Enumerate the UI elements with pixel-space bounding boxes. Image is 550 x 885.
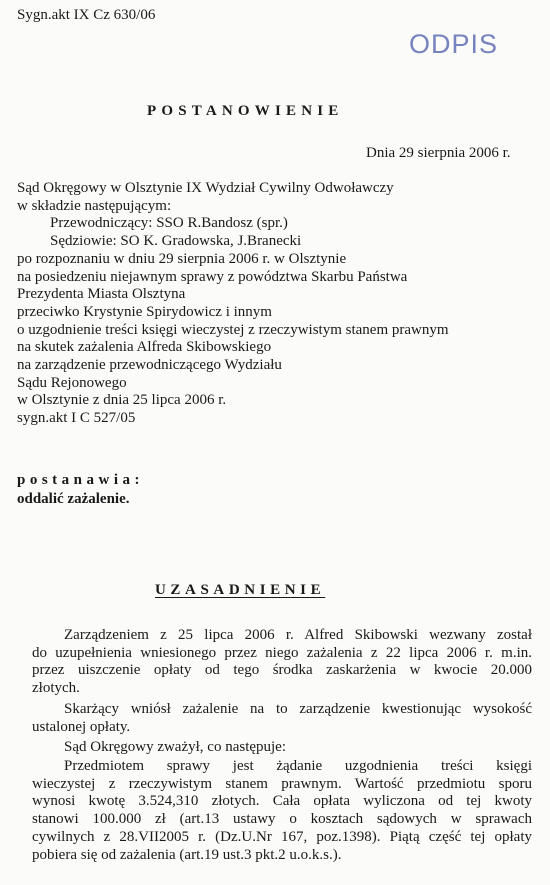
intro-line: przeciwko Krystynie Spirydowicz i innym bbox=[17, 303, 272, 320]
reasons-paragraph-3 bbox=[32, 739, 532, 757]
intro-line: w składzie następującym: bbox=[17, 197, 172, 214]
paragraph-line: wieczystej z rzeczywistym stanem prawnym. Wartość przedmiotu sporu bbox=[32, 775, 532, 792]
paragraph-line: wynosi kwotę 3.524,310 złotych. Cała opłata wyliczona od tej kwoty bbox=[32, 793, 532, 810]
ruling-heading: postanawia: bbox=[17, 472, 145, 488]
intro-line: o uzgodnienie treści księgi wieczystej z rzeczywistym stanem prawnym bbox=[17, 321, 449, 338]
paragraph-line: ustalonej opłaty. bbox=[32, 718, 131, 735]
intro-line: Przewodniczący: SSO R.Bandosz (spr.) bbox=[50, 215, 288, 232]
paragraph-line: Skarżący wniósł zażalenie na to zarządzenie kwestionując wysokość bbox=[64, 701, 532, 717]
paragraph-line: Przedmiotem sprawy jest żądanie uzgodnienia treści księgi bbox=[64, 758, 532, 774]
intro-line: na posiedzeniu niejawnym sprawy z powództwa Skarbu Państwa bbox=[17, 268, 408, 285]
intro-line: Sędziowie: SO K. Gradowska, J.Branecki bbox=[50, 233, 302, 250]
intro-line: Sądu Rejonowego bbox=[17, 374, 127, 391]
intro-line: na skutek zażalenia Alfreda Skibowskiego bbox=[17, 339, 272, 356]
paragraph-line: przez uiszczenie opłaty od tego środka zaskarżenia w kwocie 20.000 bbox=[32, 662, 532, 679]
document-title: POSTANOWIENIE bbox=[147, 103, 344, 119]
paragraph-line: pobiera się od zażalenia (art.19 ust.3 pkt.2 u.o.k.s.). bbox=[32, 846, 342, 863]
reasons-paragraph-2 bbox=[32, 701, 532, 736]
intro-line: Sąd Okręgowy w Olsztynie IX Wydział Cywilny Odwoławczy bbox=[17, 180, 394, 196]
case-number: Sygn.akt IX Cz 630/06 bbox=[17, 7, 156, 23]
intro-block bbox=[17, 180, 449, 428]
ruling-text: oddalić zażalenie. bbox=[17, 491, 130, 507]
intro-line: Prezydenta Miasta Olsztyna bbox=[17, 286, 186, 303]
reasons-paragraph-1 bbox=[32, 627, 532, 698]
intro-line: w Olsztynie z dnia 25 lipca 2006 r. bbox=[17, 392, 227, 409]
paragraph-line: złotych. bbox=[32, 680, 80, 697]
intro-line: na zarządzenie przewodniczącego Wydziału bbox=[17, 357, 282, 374]
intro-line: sygn.akt I C 527/05 bbox=[17, 410, 136, 427]
paragraph-line: do uzupełnienia wniesionego przez niego zażalenia z 22 lipca 2006 r. m.in. bbox=[32, 644, 532, 661]
paragraph-line: cywilnych z 28.VII2005 r. (Dz.U.Nr 167, poz.1398). Piątą część tej opłaty bbox=[32, 828, 532, 845]
intro-line: po rozpoznaniu w dniu 29 sierpnia 2006 r. w Olsztynie bbox=[17, 250, 347, 267]
reasons-heading: UZASADNIENIE bbox=[155, 582, 326, 598]
odpis-stamp: ODPIS bbox=[409, 29, 499, 59]
paragraph-line: Zarządzeniem z 25 lipca 2006 r. Alfred Skibowski wezwany został bbox=[64, 627, 532, 643]
paragraph-line: stanowi 100.000 zł (art.13 ustawy o kosztach sądowych w sprawach bbox=[32, 811, 532, 828]
paragraph-line: Sąd Okręgowy zważył, co następuje: bbox=[64, 739, 287, 755]
document-date: Dnia 29 sierpnia 2006 r. bbox=[366, 145, 511, 161]
reasons-paragraph-4 bbox=[32, 758, 532, 864]
